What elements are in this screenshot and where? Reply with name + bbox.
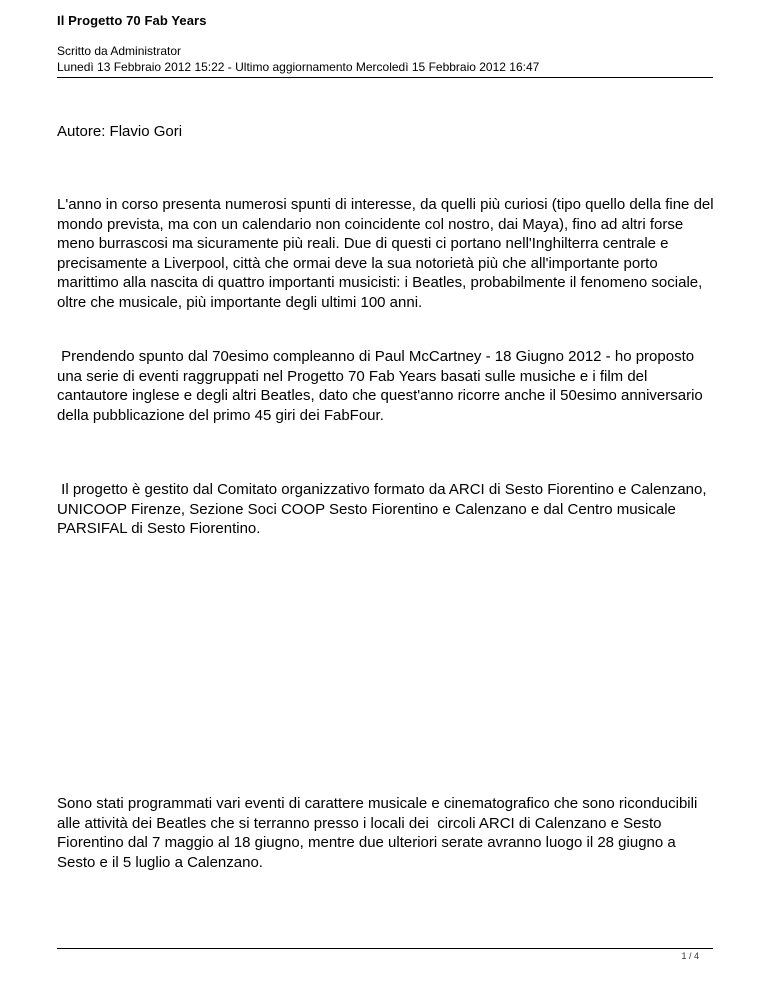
paragraph: L'anno in corso presenta numerosi spunti di interesse, da quelli più curiosi (tipo quello della fine del mondo prevista, ma con un calendario non coincidente col nostro, dai Maya), fino ad altri forse meno burrascosi ma sicuramente più reali. Due di questi ci portano nell'Inghilterra centrale e precisamente a Liverpool, città che ormai deve la sua notorietà più che all'importante porto marittimo alla nascita di quattro importanti musicisti: i Beatles, probabilmente il fenomeno sociale, oltre che musicale, più importante degli ultimi 100 anni. bbox=[57, 196, 718, 311]
footer-divider bbox=[57, 948, 713, 949]
date-meta: Lunedì 13 Febbraio 2012 15:22 - Ultimo aggiornamento Mercoledì 15 Febbraio 2012 16:47 bbox=[57, 60, 540, 74]
paragraph: Il progetto è gestito dal Comitato organizzativo formato da ARCI di Sesto Fiorentino e Calenzano, UNICOOP Firenze, Sezione Soci COOP Sesto Fiorentino e Calenzano e dal Centro musicale PARSIFAL di Sesto Fiorentino. bbox=[57, 481, 711, 537]
page-title: Il Progetto 70 Fab Years bbox=[57, 13, 207, 28]
paragraph: Prendendo spunto dal 70esimo compleanno di Paul McCartney - 18 Giugno 2012 - ho proposto una serie di eventi raggruppati nel Progetto 70 Fab Years basati sulle musiche e i film del cantautore inglese e degli altri Beatles, dato che quest'anno ricorre anche il 50esimo anniversario della pubblicazione del primo 45 giri dei FabFour. bbox=[57, 348, 707, 424]
page-number: 1 / 4 bbox=[681, 951, 699, 961]
header-divider bbox=[57, 77, 713, 78]
article-author: Autore: Flavio Gori bbox=[57, 123, 183, 140]
author-meta: Scritto da Administrator bbox=[57, 44, 182, 58]
paragraph: Sono stati programmati vari eventi di carattere musicale e cinematografico che sono riconducibili alle attività dei Beatles che si terranno presso i locali dei circoli ARCI di Calenzano e Sesto Fiorentino dal 7 maggio al 18 giugno, mentre due ulteriori serate avranno luogo il 28 giugno a Sesto e il 5 luglio a Calenzano. bbox=[57, 795, 702, 871]
